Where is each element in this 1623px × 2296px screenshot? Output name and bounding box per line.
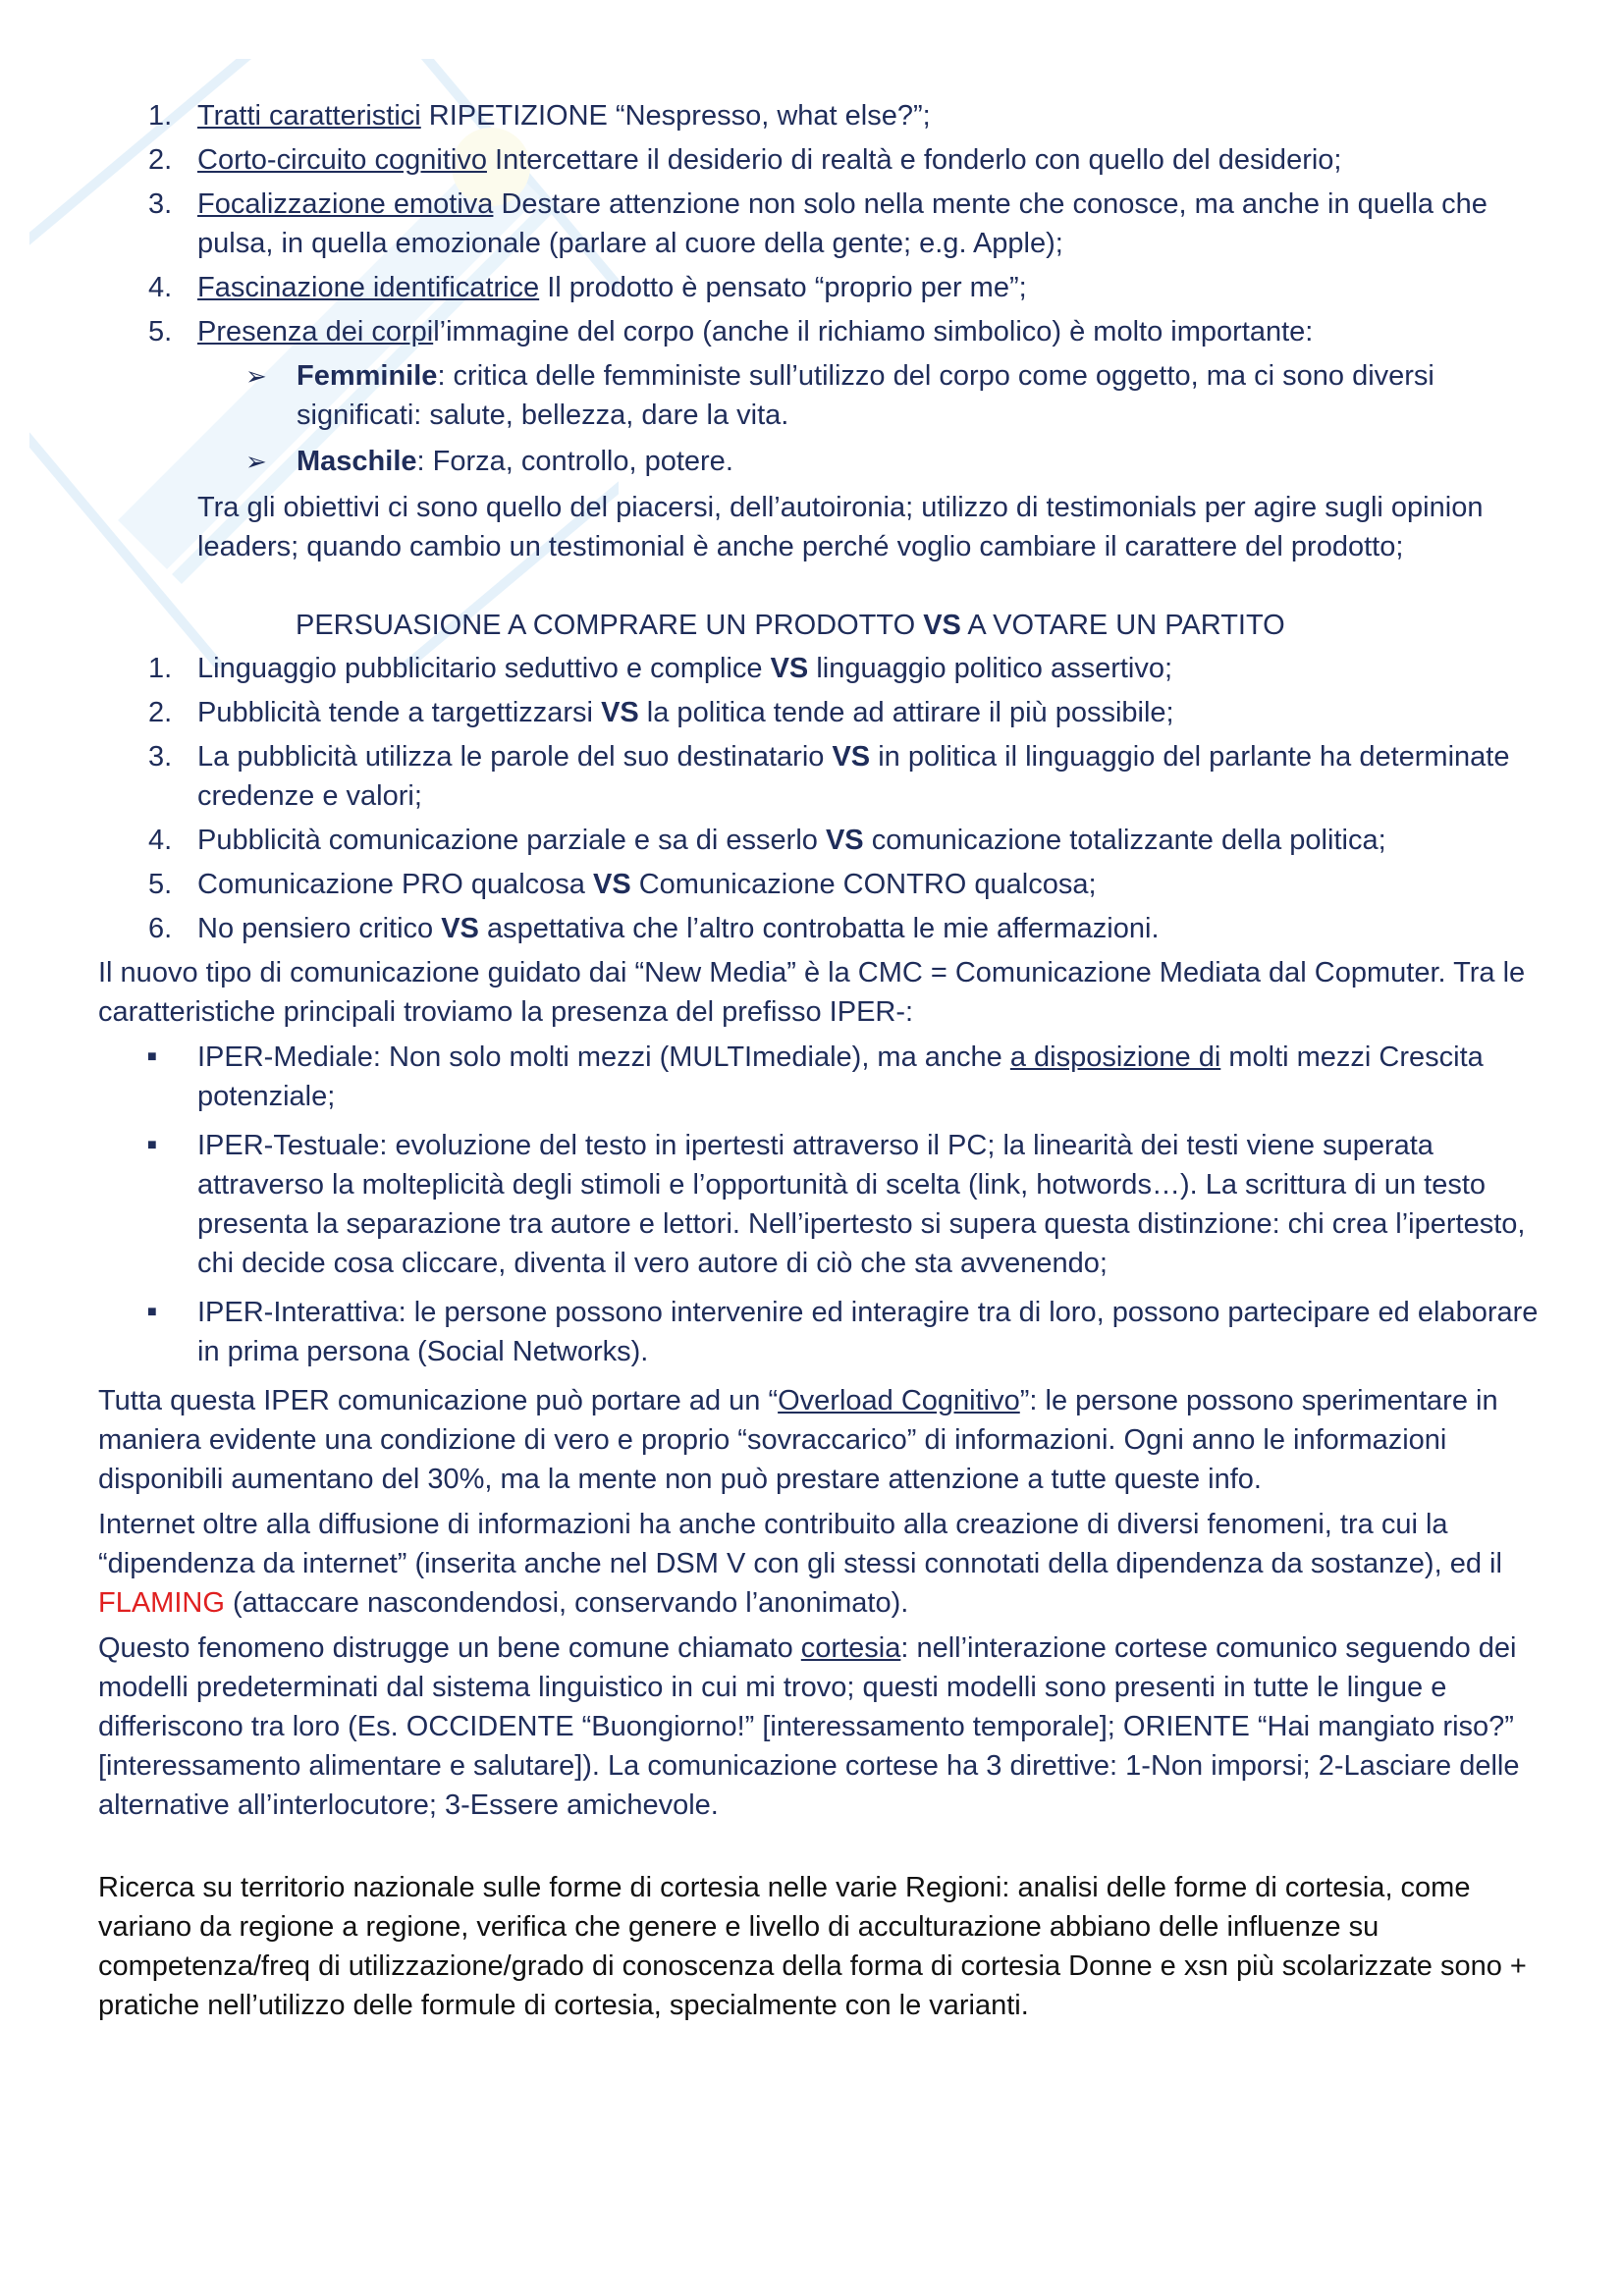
list-item: [98, 1293, 1542, 1371]
square-bullet-icon: ■: [147, 1137, 157, 1153]
para-text: ”: le persone possono sperimentare in maniera evidente una condizione di vero e proprio “sovraccarico” di informazioni. Ogni anno le informazioni disponibili aumentano del 30%, ma la mente non può prestare attenzione a tutte queste info.: [98, 1385, 1498, 1495]
list-text: Destare attenzione non solo nella mente che conosce, ma anche in quella che pulsa, in quella emozionale (parlare al cuore della gente; e.g. Apple);: [197, 188, 1488, 259]
sub-text: : critica delle femministe sull’utilizzo del corpo come oggetto, ma ci sono diversi significati: salute, bellezza, dare la vita.: [297, 360, 1434, 431]
list-term: Corto-circuito cognitivo: [197, 144, 487, 176]
arrow-bullet-icon: ➢: [245, 447, 267, 476]
vs-label: VS: [825, 825, 864, 856]
sub-term: Maschile: [297, 446, 417, 477]
list-text: RIPETIZIONE “Nespresso, what else?”;: [420, 100, 931, 132]
spacer: [98, 1831, 1542, 1868]
list-number: 1.: [148, 100, 173, 132]
objectives-paragraph: Tra gli obiettivi ci sono quello del piacersi, dell’autoironia; utilizzo di testimonials per agire sugli opinion leaders; quando cambio un testimonial è anche perché voglio cambiare il carattere del prodotto;: [197, 492, 1484, 562]
list-item: [98, 356, 1542, 435]
list-number: 6.: [148, 913, 173, 944]
list-number: 5.: [148, 869, 173, 900]
list-item: [98, 268, 1542, 307]
vs-label: VS: [770, 653, 809, 684]
flaming-term: FLAMING: [98, 1587, 225, 1619]
list-item: [98, 693, 1542, 732]
list-text: Comunicazione CONTRO qualcosa;: [630, 869, 1097, 900]
para-text: : nell’interazione cortese comunico seguendo dei modelli predeterminati dal sistema linguistico in cui mi trovo; questi modelli sono presenti in tutte le lingue e differiscono tra loro (Es. OCCIDENTE “Buongiorno!” [interessamento temporale]; ORIENTE “Hai mangiato riso?” [interessamento alimentare e salutare]). La comunicazione cortese ha 3 direttive: 1-Non imporsi; 2-Lasciare delle alternative all’interlocutore; 3-Essere amichevole.: [98, 1632, 1520, 1821]
list-term: Fascinazione identificatrice: [197, 272, 540, 303]
list-text: Comunicazione PRO qualcosa: [197, 869, 593, 900]
para-text: Questo fenomeno distrugge un bene comune chiamato: [98, 1632, 801, 1664]
list-text: aspettativa che l’altro controbatta le mie affermazioni.: [478, 913, 1160, 944]
list-item: [98, 821, 1542, 860]
square-bullet-icon: ■: [147, 1304, 157, 1320]
arrow-bullet-icon: ➢: [245, 361, 267, 391]
iper-text: IPER-Testuale: evoluzione del testo in ipertesti attraverso il PC; la linearità dei testi viene superata attraverso la molteplicità degli stimoli e l’opportunità di scelta (link, hotwords…). La scrittura di un testo presenta la separazione tra autore e lettori. Nell’ipertesto si supera questa distinzione: chi crea l’ipertesto, chi decide cosa cliccare, diventa il vero autore di ciò che sta avvenendo;: [197, 1130, 1526, 1279]
ricerca-paragraph: Ricerca su territorio nazionale sulle forme di cortesia nelle varie Regioni: analisi delle forme di cortesia, come variano da regione a regione, verifica che genere e livello di acculturazione abbiano delle influenze su competenza/freq di utilizzazione/grado di conoscenza della forma di cortesia Donne e xsn più scolarizzate sono + pratiche nell’utilizzo delle formule di cortesia, specialmente con le varianti.: [98, 1872, 1527, 2021]
list-item: [98, 909, 1542, 948]
list-item: [98, 649, 1542, 688]
para-text: Tutta questa IPER comunicazione può portare ad un “: [98, 1385, 779, 1416]
overload-paragraph: [98, 1381, 1542, 1499]
sub-term: Femminile: [297, 360, 438, 392]
iper-underlined: a disposizione di: [1009, 1041, 1221, 1073]
title-right: A VOTARE UN PARTITO: [960, 610, 1285, 641]
list-text: la politica tende ad attirare il più possibile;: [638, 697, 1174, 728]
iper-list: [98, 1038, 1542, 1371]
list-number: 3.: [148, 741, 173, 773]
list-number: 4.: [148, 272, 173, 303]
list-term: Tratti caratteristici: [197, 100, 421, 132]
list-text: Pubblicità tende a targettizzarsi: [197, 697, 602, 728]
list-item: [98, 312, 1542, 351]
list-text: Linguaggio pubblicitario seduttivo e complice: [197, 653, 771, 684]
list-number: 2.: [148, 144, 173, 176]
list-number: 4.: [148, 825, 173, 856]
list-text: Il prodotto è pensato “proprio per me”;: [539, 272, 1027, 303]
list-item: [98, 140, 1542, 180]
list-text: Pubblicità comunicazione parziale e sa di esserlo: [197, 825, 826, 856]
internet-paragraph: [98, 1505, 1542, 1623]
features-list: [98, 96, 1542, 351]
list-number: 1.: [148, 653, 173, 684]
section-title: [98, 606, 1542, 645]
vs-label: VS: [441, 913, 479, 944]
list-text: linguaggio politico assertivo;: [808, 653, 1173, 684]
body-sublist: [98, 356, 1542, 481]
iper-text: IPER-Mediale: Non solo molti mezzi (MULTImediale), ma anche: [197, 1041, 1010, 1073]
document-content: [98, 96, 1542, 2031]
list-number: 2.: [148, 697, 173, 728]
list-item: [98, 442, 1542, 481]
list-term: Focalizzazione emotiva: [197, 188, 494, 220]
list-text: in politica il linguaggio del parlante ha determinate credenze e valori;: [197, 741, 1510, 812]
sub-text: : Forza, controllo, potere.: [416, 446, 733, 477]
list-text: La pubblicità utilizza le parole del suo destinatario: [197, 741, 833, 773]
newmedia-paragraph: Il nuovo tipo di comunicazione guidato dai “New Media” è la CMC = Comunicazione Mediata dal Copmuter. Tra le caratteristiche principali troviamo la presenza del prefisso IPER-:: [98, 957, 1526, 1028]
iper-text: molti mezzi Crescita potenziale;: [197, 1041, 1484, 1112]
list-text: No pensiero critico: [197, 913, 442, 944]
list-item: [98, 185, 1542, 263]
list-item: [98, 1038, 1542, 1116]
list-item: [98, 865, 1542, 904]
para-underlined: Overload Cognitivo: [778, 1385, 1020, 1416]
iper-text: IPER-Interattiva: le persone possono intervenire ed interagire tra di loro, possono partecipare ed elaborare in prima persona (Social Networks).: [197, 1297, 1539, 1367]
comparison-list: [98, 649, 1542, 948]
list-number: 3.: [148, 188, 173, 220]
title-left: PERSUASIONE A COMPRARE UN PRODOTTO: [296, 610, 924, 641]
list-term: Presenza dei corpi: [197, 316, 434, 347]
para-text: (attaccare nascondendosi, conservando l’anonimato).: [224, 1587, 909, 1619]
para-text: Internet oltre alla diffusione di informazioni ha anche contribuito alla creazione di diversi fenomeni, tra cui la “dipendenza da internet” (inserita anche nel DSM V con gli stessi connotati della dipendenza da sostanze), ed il: [98, 1509, 1502, 1579]
vs-label: VS: [592, 869, 631, 900]
list-text: comunicazione totalizzante della politica;: [863, 825, 1386, 856]
title-vs: VS: [923, 610, 961, 641]
vs-label: VS: [601, 697, 639, 728]
list-item: [98, 96, 1542, 135]
list-text: Intercettare il desiderio di realtà e fonderlo con quello del desiderio;: [486, 144, 1342, 176]
cortesia-paragraph: [98, 1629, 1542, 1825]
vs-label: VS: [832, 741, 871, 773]
list-number: 5.: [148, 316, 173, 347]
list-text: l’immagine del corpo (anche il richiamo simbolico) è molto importante:: [433, 316, 1314, 347]
list-item: [98, 1126, 1542, 1283]
para-underlined: cortesia: [800, 1632, 901, 1664]
square-bullet-icon: ■: [147, 1048, 157, 1065]
list-item: [98, 737, 1542, 816]
